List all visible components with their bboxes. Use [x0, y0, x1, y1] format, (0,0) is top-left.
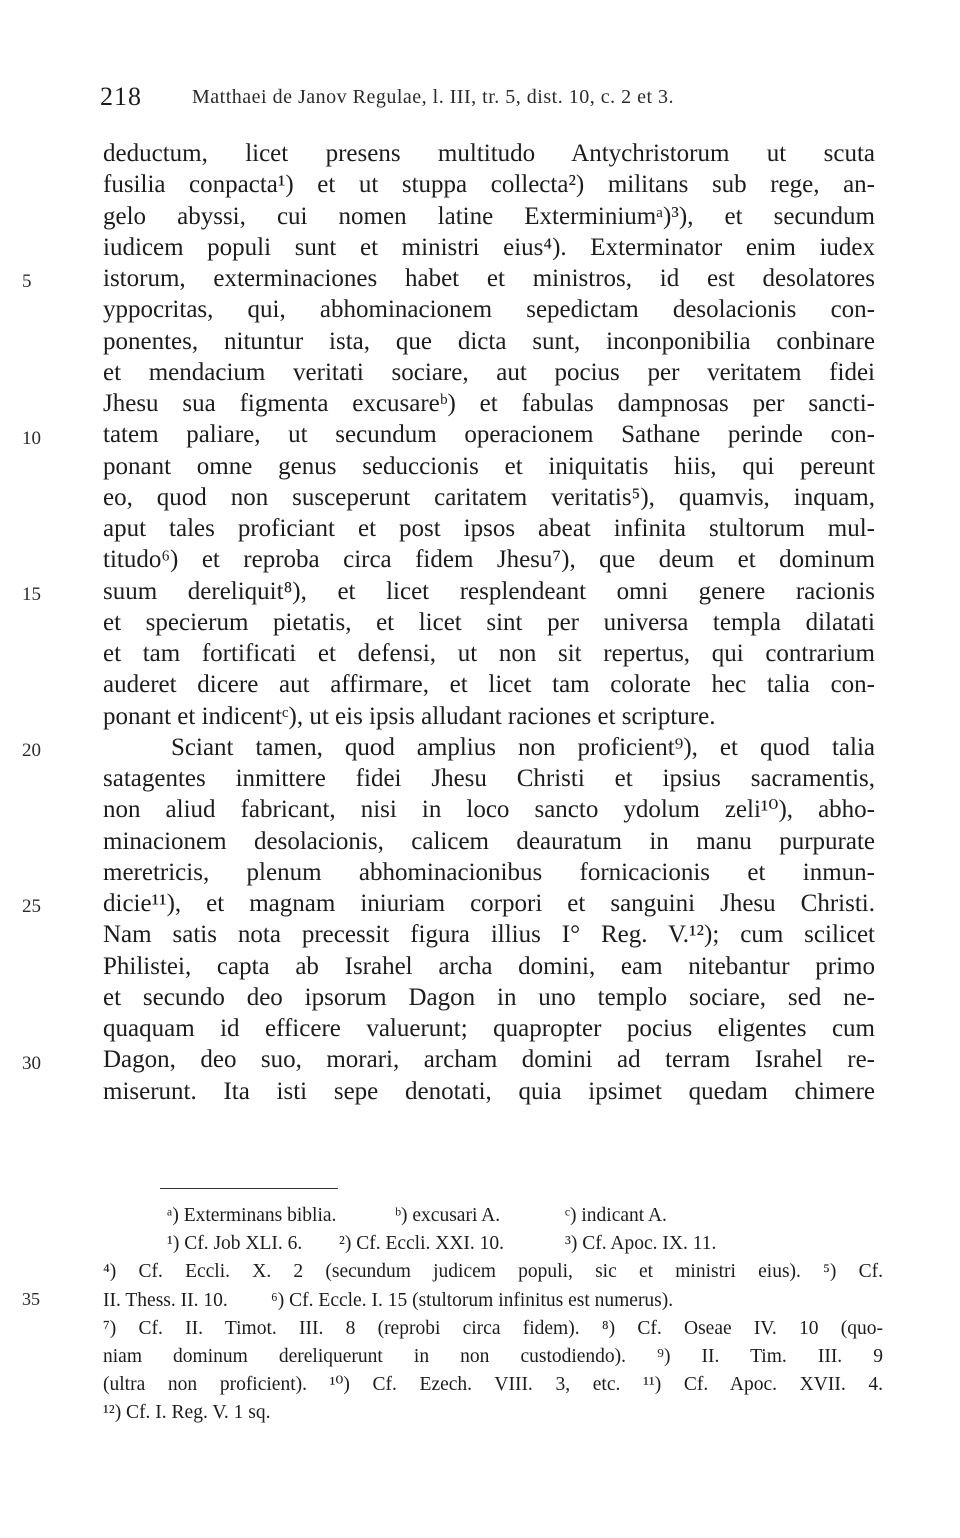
footnote: ¹²) Cf. I. Reg. V. 1 sq.: [103, 1402, 271, 1424]
text-line: et mendacium veritati sociare, aut pocius per veritatem fidei: [103, 358, 875, 386]
text-line: suum dereliquit⁸), et licet resplendeant omni genere racionis: [103, 577, 875, 605]
footnote: niam dominum dereliquerunt in non custodiendo).: [103, 1345, 627, 1367]
text-line: meretricis, plenum abhominacionibus fornicacionis et inmun-: [103, 858, 875, 886]
text-line: ponentes, nituntur ista, que dicta sunt, inconponibilia conbinare: [103, 327, 875, 355]
footnote: ²) Cf. Eccli. XXI. 10.: [339, 1233, 505, 1255]
text-line: non aliud fabricant, nisi in loco sancto ydolum zeli¹⁰), abho-: [103, 796, 875, 824]
footnote: ⁷) Cf. II. Timot. III. 8 (reprobi circa fidem).: [103, 1317, 580, 1339]
footnote-line: [103, 1343, 883, 1371]
text-line: et specierum pietatis, et licet sint per universa templa dilatati: [103, 608, 875, 636]
line-number: 35: [22, 1289, 40, 1309]
footnote-line: [103, 1287, 883, 1315]
footnote: ⁶) Cf. Eccle. I. 15 (stultorum infinitus est numerus).: [271, 1289, 674, 1311]
text-line: et tam fortificati et defensi, ut non sit repertus, qui contrarium: [103, 640, 875, 667]
text-line: deductum, licet presens multitudo Antychristorum ut scuta: [103, 140, 875, 167]
main-text: [103, 138, 875, 1107]
text-line: aput tales proficiant et post ipsos abeat infinita stultorum mul-: [103, 515, 875, 542]
text-line: titudo⁶) et reproba circa fidem Jhesu⁷), que deum et dominum: [103, 546, 875, 574]
text-line: Jhesu sua figmenta excusareᵇ) et fabulas dampnosas per sancti-: [103, 390, 875, 417]
line-number: 30: [22, 1053, 41, 1074]
footnote: ³) Cf. Apoc. IX. 11.: [565, 1233, 717, 1255]
footnote: (ultra non proficient).: [103, 1374, 307, 1396]
text-line: ponant omne genus seduccionis et iniquitatis hiis, qui pereunt: [103, 452, 875, 480]
text-line: yppocritas, qui, abhominacionem sepedictam desolacionis con-: [103, 296, 875, 324]
line-number: 20: [22, 740, 41, 761]
page-header: [100, 82, 880, 112]
text-line: eo, quod non susceperunt caritatem veritatis⁵), quamvis, inquam,: [103, 483, 875, 511]
line-number: 15: [22, 584, 41, 605]
footnote: ᵃ) Exterminans biblia.: [167, 1205, 337, 1226]
footnote-line: [103, 1202, 883, 1230]
text-line: ponant et indicentᶜ), ut eis ipsis alludant raciones et scripture.: [103, 702, 716, 730]
running-title: Matthaei de Janov Regulae, l. III, tr. 5, dist. 10, c. 2 et 3.: [192, 86, 675, 108]
footnote-line: [103, 1371, 883, 1399]
text-line: miserunt. Ita isti sepe denotati, quia ipsimet quedam chimere: [103, 1077, 875, 1105]
text-line: Dagon, deo suo, morari, archam domini ad terram Israhel re-: [103, 1046, 875, 1074]
text-line: Philistei, capta ab Israhel archa domini, eam nitebantur primo: [103, 952, 875, 980]
text-line: Sciant tamen, quod amplius non proficient⁹), et quod talia: [171, 733, 875, 761]
footnote: II. Thess. II. 10.: [103, 1289, 228, 1311]
footnote: ¹) Cf. Job XLI. 6.: [167, 1233, 303, 1255]
footnote: ¹⁰) Cf. Ezech. VIII. 3, etc.: [329, 1374, 621, 1396]
footnote: ⁸) Cf. Oseae IV. 10 (quo-: [601, 1317, 884, 1339]
footnote: ⁹) II. Tim. III. 9: [657, 1345, 883, 1367]
footnote-line: [103, 1399, 883, 1427]
footnote-divider: [160, 1188, 338, 1189]
line-number: 5: [22, 271, 32, 292]
text-line: fusilia conpacta¹) et ut stuppa collecta²) militans sub rege, an-: [103, 171, 875, 199]
footnote: ⁵) Cf.: [823, 1261, 884, 1283]
text-line: tatem paliare, ut secundum operacionem Sathane perinde con-: [103, 421, 875, 449]
footnote-line: [103, 1315, 883, 1343]
footnotes: [103, 1202, 883, 1428]
footnote-line: [103, 1230, 883, 1258]
text-line: minacionem desolacionis, calicem deauratum in manu purpurate: [103, 827, 875, 855]
text-line: istorum, exterminaciones habet et ministros, id est desolatores: [103, 265, 875, 292]
footnote: ᵇ) excusari A.: [395, 1205, 501, 1226]
text-line: quaquam id efficere valuerunt; quapropter pocius eligentes cum: [103, 1015, 875, 1042]
footnote: ¹¹) Cf. Apoc. XVII. 4.: [643, 1374, 883, 1396]
text-line: dicie¹¹), et magnam iniuriam corpori et sanguini Jhesu Christi.: [103, 890, 875, 917]
text-line: auderet dicere aut affirmare, et licet tam colorate hec talia con-: [103, 671, 875, 699]
text-line: iudicem populi sunt et ministri eius⁴). Exterminator enim iudex: [103, 233, 875, 261]
footnote: ᶜ) indicant A.: [565, 1205, 667, 1226]
line-number: 25: [22, 896, 41, 917]
line-number: 10: [22, 428, 41, 449]
footnote-line: [103, 1258, 883, 1286]
text-line: et secundo deo ipsorum Dagon in uno templo sociare, sed ne-: [103, 983, 875, 1011]
text-line: gelo abyssi, cui nomen latine Exterminiumᵃ)³), et secundum: [103, 202, 875, 230]
text-line: satagentes inmittere fidei Jhesu Christi et ipsius sacramentis,: [103, 765, 875, 792]
text-line: Nam satis nota precessit figura illius I° Reg. V.¹²); cum scilicet: [103, 921, 875, 949]
footnote: ⁴) Cf. Eccli. X. 2 (secundum judicem populi, sic et ministri eius).: [103, 1261, 801, 1283]
page-number: 218: [100, 82, 142, 111]
